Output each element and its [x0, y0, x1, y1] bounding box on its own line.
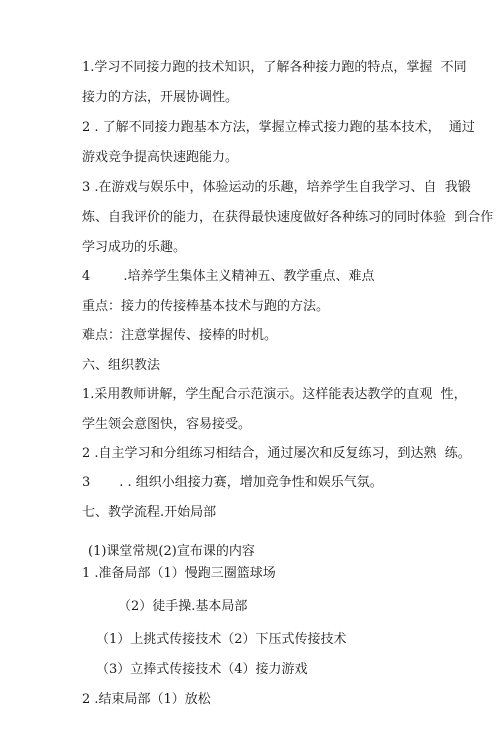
flow-basic-items-1: （1）上挑式传接技术（2）下压式传接技术: [96, 632, 347, 647]
method-1-line-1: 1.采用教师讲解，学生配合示范演示。这样能表达教学的直观 性，: [82, 387, 467, 402]
method-2: 2 .自主学习和分组练习相结合，通过屡次和反复练习，到达熟 练。: [82, 446, 471, 461]
paragraph-objective-1-line-2: 接力的方法，开展协调性。: [82, 90, 239, 105]
paragraph-objective-3-line-2: 炼、自我评价的能力，在获得最快速度做好各种练习的同时体验 到合作: [82, 210, 494, 225]
paragraph-objective-1-line-1: 1.学习不同接力跑的技术知识，了解各种接力跑的特点，掌握 不同: [82, 60, 467, 75]
flow-basic-items-2: （3）立捧式传接技术（4）接力游戏: [96, 662, 308, 677]
paragraph-objective-4: 4 .培养学生集体主义精神五、教学重点、难点: [82, 269, 375, 284]
paragraph-objective-2-line-1: 2 . 了解不同接力跑基本方法，掌握立棒式接力跑的基本技术， 通过: [82, 120, 475, 135]
paragraph-objective-3-line-1: 3 .在游戏与娱乐中，体验运动的乐趣，培养学生自我学习、自 我锻: [82, 180, 471, 195]
method-3: 3 . . 组织小组接力赛，增加竞争性和娱乐气氛。: [82, 475, 383, 490]
paragraph-objective-2-line-2: 游戏竞争提高快速跑能力。: [82, 150, 239, 165]
section-heading-teaching-method: 六、组织教法: [82, 358, 161, 373]
method-1-line-2: 学生领会意图快，容易接受。: [82, 417, 252, 432]
flow-ending: 2 .结束局部（1）放松: [82, 692, 211, 707]
difficult-point: 难点：注意掌握传、接棒的时机。: [82, 328, 278, 343]
flow-preparation: 1 .准备局部（1）慢跑三圈篮球场: [82, 566, 276, 581]
paragraph-objective-3-line-3: 学习成功的乐趣。: [82, 240, 187, 255]
flow-freehand-exercise: （2）徒手操.基本局部: [118, 599, 248, 614]
flow-opening-items: (1)课堂常规(2)宣布课的内容: [88, 544, 255, 559]
key-point: 重点：接力的传接棒基本技术与跑的方法。: [82, 299, 330, 314]
section-heading-teaching-flow: 七、教学流程.开始局部: [82, 505, 217, 520]
